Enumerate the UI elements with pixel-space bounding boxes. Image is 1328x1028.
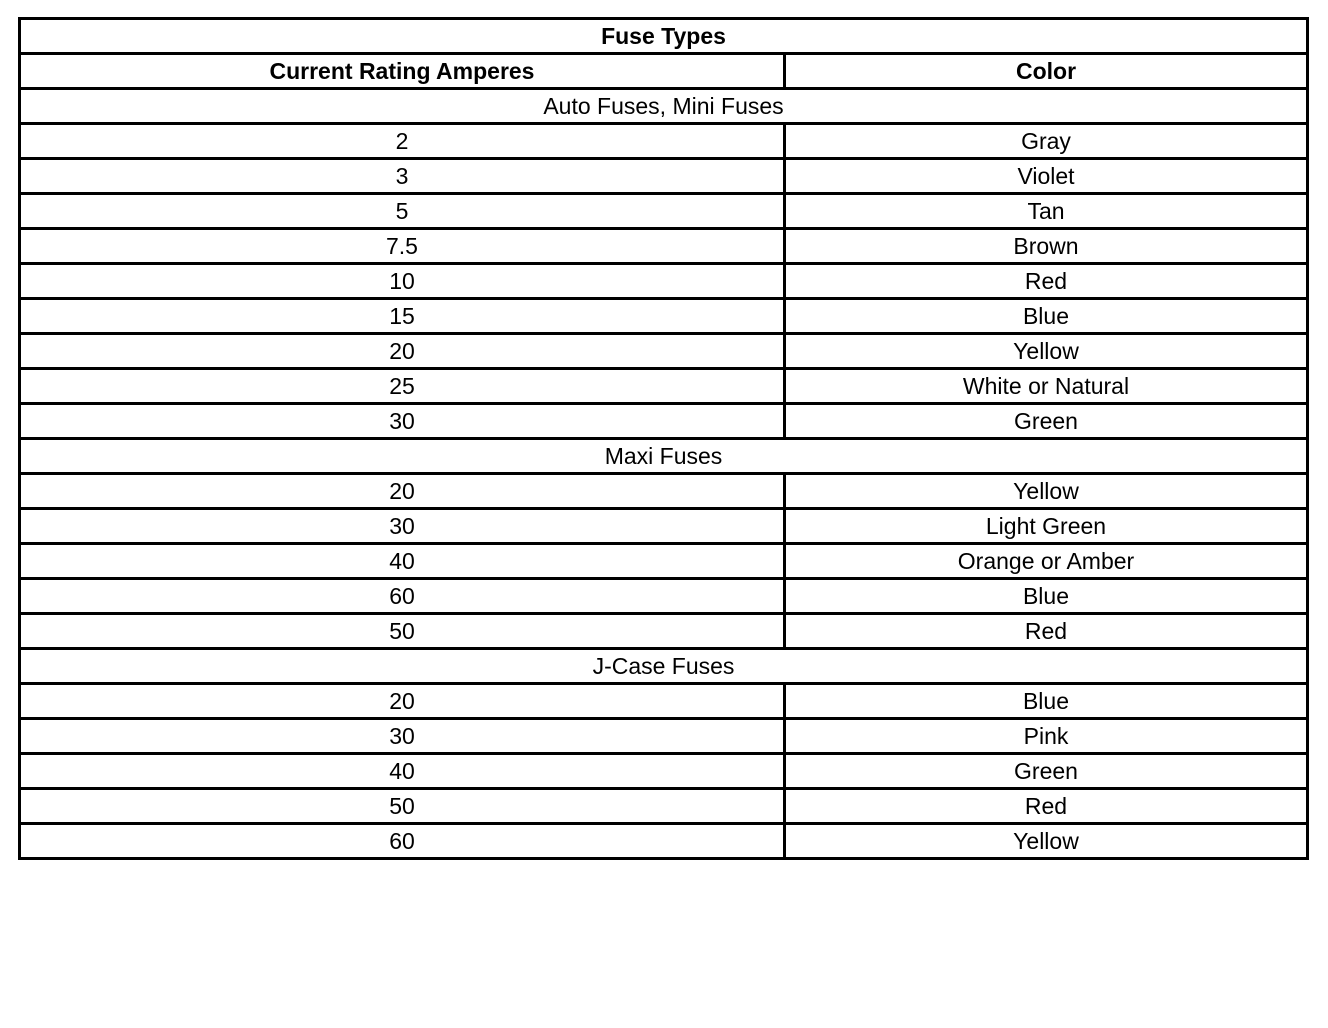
group-name: Maxi Fuses bbox=[20, 439, 1308, 474]
column-header-color: Color bbox=[785, 54, 1308, 89]
table-row bbox=[20, 579, 1308, 614]
color-cell: Light Green bbox=[785, 509, 1308, 544]
current-rating-cell: 20 bbox=[20, 684, 785, 719]
color-cell: Yellow bbox=[785, 334, 1308, 369]
color-cell: Blue bbox=[785, 579, 1308, 614]
group-header-row bbox=[20, 89, 1308, 124]
color-cell: Violet bbox=[785, 159, 1308, 194]
current-rating-cell: 50 bbox=[20, 789, 785, 824]
current-rating-cell: 20 bbox=[20, 474, 785, 509]
group-name: J-Case Fuses bbox=[20, 649, 1308, 684]
color-cell: Green bbox=[785, 754, 1308, 789]
current-rating-cell: 60 bbox=[20, 824, 785, 859]
current-rating-cell: 40 bbox=[20, 544, 785, 579]
current-rating-cell: 20 bbox=[20, 334, 785, 369]
table-row bbox=[20, 754, 1308, 789]
column-header-current-rating: Current Rating Amperes bbox=[20, 54, 785, 89]
table-row bbox=[20, 544, 1308, 579]
current-rating-cell: 5 bbox=[20, 194, 785, 229]
current-rating-cell: 25 bbox=[20, 369, 785, 404]
color-cell: Yellow bbox=[785, 824, 1308, 859]
table-row bbox=[20, 159, 1308, 194]
color-cell: Red bbox=[785, 789, 1308, 824]
color-cell: Green bbox=[785, 404, 1308, 439]
table-row bbox=[20, 194, 1308, 229]
current-rating-cell: 7.5 bbox=[20, 229, 785, 264]
color-cell: Red bbox=[785, 264, 1308, 299]
current-rating-cell: 30 bbox=[20, 404, 785, 439]
color-cell: Gray bbox=[785, 124, 1308, 159]
table-row bbox=[20, 789, 1308, 824]
table-row bbox=[20, 369, 1308, 404]
current-rating-cell: 40 bbox=[20, 754, 785, 789]
color-cell: Red bbox=[785, 614, 1308, 649]
color-cell: Orange or Amber bbox=[785, 544, 1308, 579]
group-header-row bbox=[20, 649, 1308, 684]
color-cell: Yellow bbox=[785, 474, 1308, 509]
table-row bbox=[20, 229, 1308, 264]
table-header-row bbox=[20, 54, 1308, 89]
group-name: Auto Fuses, Mini Fuses bbox=[20, 89, 1308, 124]
current-rating-cell: 50 bbox=[20, 614, 785, 649]
current-rating-cell: 60 bbox=[20, 579, 785, 614]
current-rating-cell: 30 bbox=[20, 509, 785, 544]
color-cell: Blue bbox=[785, 299, 1308, 334]
table-row bbox=[20, 684, 1308, 719]
color-cell: Pink bbox=[785, 719, 1308, 754]
color-cell: Blue bbox=[785, 684, 1308, 719]
table-row bbox=[20, 719, 1308, 754]
table-title-row bbox=[20, 19, 1308, 54]
fuse-types-table bbox=[18, 17, 1309, 860]
color-cell: Tan bbox=[785, 194, 1308, 229]
table-row bbox=[20, 474, 1308, 509]
table-row bbox=[20, 124, 1308, 159]
table-row bbox=[20, 299, 1308, 334]
group-header-row bbox=[20, 439, 1308, 474]
table-title: Fuse Types bbox=[20, 19, 1308, 54]
table-row bbox=[20, 264, 1308, 299]
current-rating-cell: 2 bbox=[20, 124, 785, 159]
current-rating-cell: 10 bbox=[20, 264, 785, 299]
table-row bbox=[20, 824, 1308, 859]
table-row bbox=[20, 334, 1308, 369]
current-rating-cell: 15 bbox=[20, 299, 785, 334]
table-body bbox=[20, 89, 1308, 859]
color-cell: White or Natural bbox=[785, 369, 1308, 404]
table-row bbox=[20, 614, 1308, 649]
current-rating-cell: 3 bbox=[20, 159, 785, 194]
current-rating-cell: 30 bbox=[20, 719, 785, 754]
color-cell: Brown bbox=[785, 229, 1308, 264]
table-row bbox=[20, 404, 1308, 439]
table-row bbox=[20, 509, 1308, 544]
